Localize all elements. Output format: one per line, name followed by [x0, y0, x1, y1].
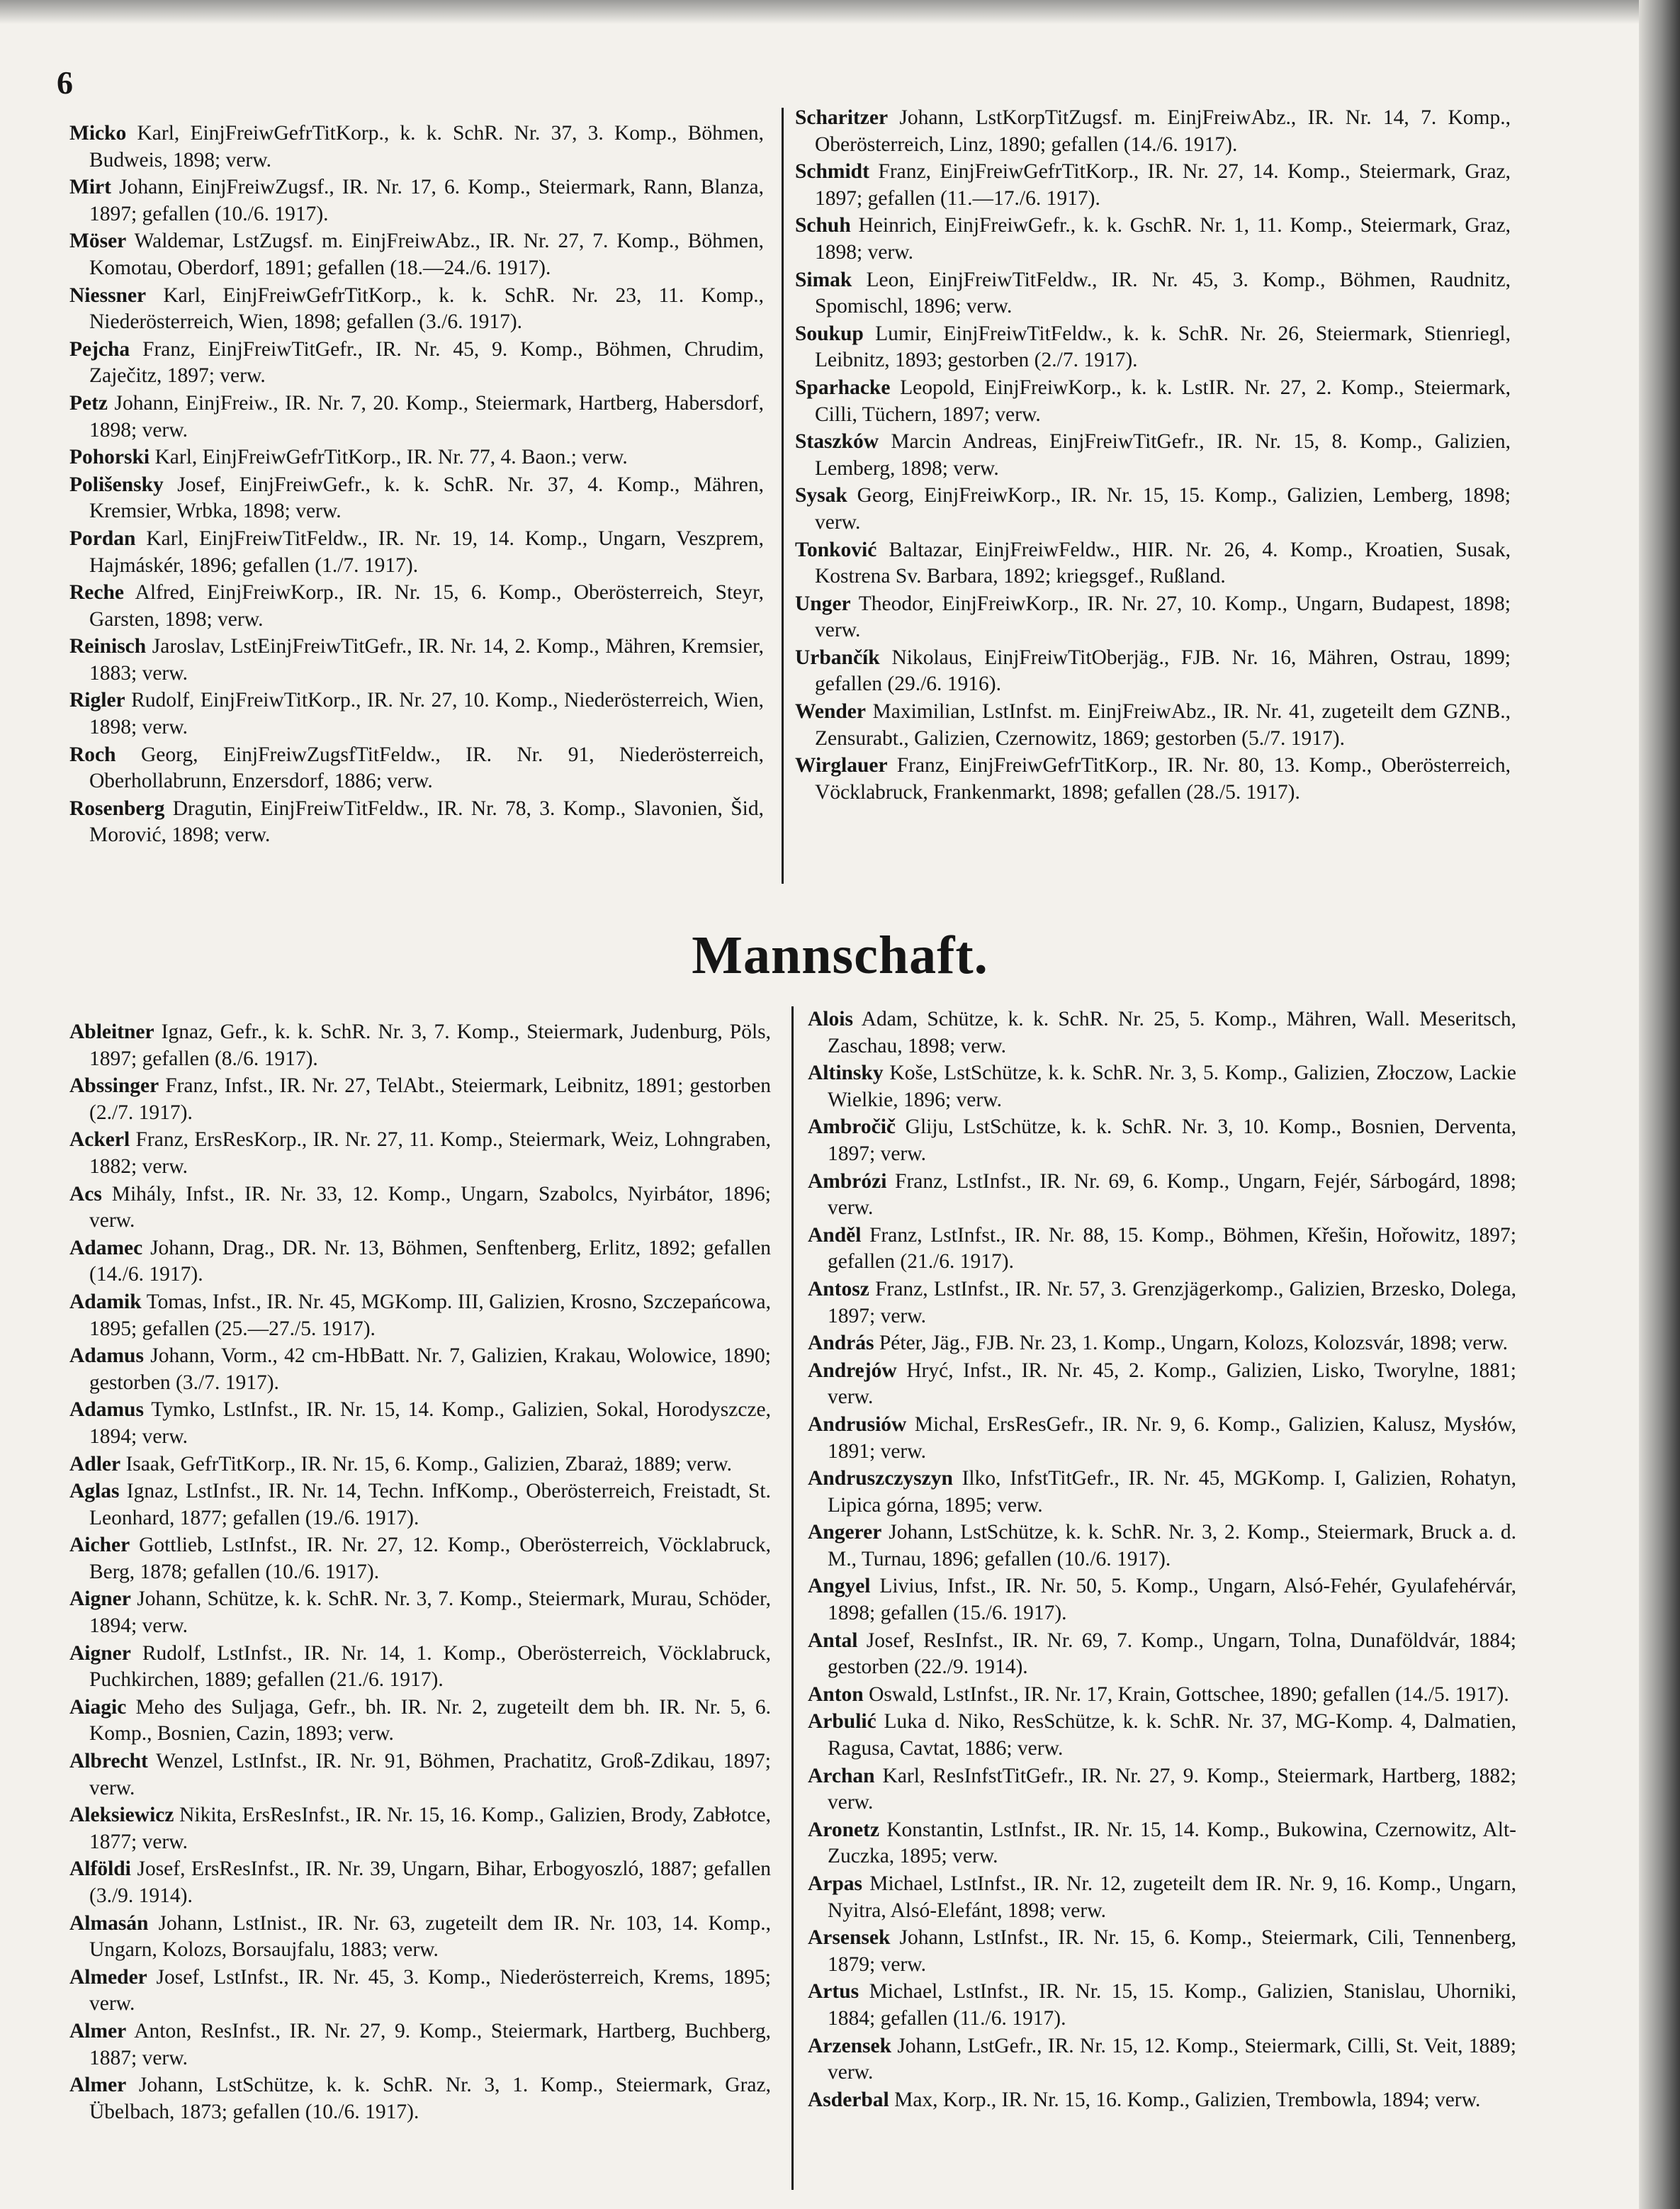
entry-surname: Pordan — [69, 527, 136, 550]
entry-details: Johann, LstInist., IR. Nr. 63, zugeteilt dem IR. Nr. 103, 14. Komp., Ungarn, Kolozs, Borsaujfalu, 1883; verw. — [89, 1911, 772, 1962]
entry-details: Johann, LstInfst., IR. Nr. 15, 6. Komp., Steiermark, Cili, Tennenberg, 1879; verw. — [828, 1926, 1517, 1976]
entry-surname: Adamik — [69, 1290, 142, 1313]
entry-details: Johann, LstSchütze, k. k. SchR. Nr. 3, 1. Komp., Steiermark, Graz, Übelbach, 1873; gefallen (10./6. 1917). — [89, 2074, 771, 2123]
entry-surname: Arsensek — [808, 1926, 891, 1950]
entry-details: Livius, Infst., IR. Nr. 50, 5. Komp., Ungarn, Alsó-Fehér, Gyulafehérvár, 1898; gefallen (15./6. 1917). — [828, 1575, 1517, 1625]
entry-surname: Almer — [69, 2074, 127, 2097]
entry-surname: Aglas — [69, 1480, 120, 1503]
entry-surname: Almeder — [69, 1965, 147, 1989]
entry-details: Franz, ErsResKorp., IR. Nr. 27, 11. Komp., Steiermark, Weiz, Lohngraben, 1882; verw. — [89, 1128, 772, 1178]
entry-details: Johann, EinjFreiw., IR. Nr. 7, 20. Komp., Steiermark, Hartberg, Habersdorf, 1898; verw. — [89, 391, 765, 442]
entry-surname: Polišensky — [69, 473, 164, 496]
entry-surname: András — [808, 1332, 874, 1355]
entry-details: Wenzel, LstInfst., IR. Nr. 91, Böhmen, Prachatitz, Groß-Zdikau, 1897; verw. — [89, 1750, 771, 1799]
entry-surname: Adler — [69, 1452, 121, 1476]
entry-details: Michael, LstInfst., IR. Nr. 12, zugeteilt dem IR. Nr. 9, 16. Komp., Ungarn, Nyitra, Alsó-Elefánt, 1898; verw. — [828, 1872, 1517, 1922]
entry-details: Karl, EinjFreiwGefrTitKorp., k. k. SchR. Nr. 37, 3. Komp., Böhmen, Budweis, 1898; verw. — [89, 122, 765, 172]
entry-surname: Andrusiów — [808, 1412, 907, 1436]
roster-entry — [795, 753, 1511, 806]
entry-surname: Aronetz — [808, 1818, 880, 1841]
roster-entry — [808, 1628, 1516, 1681]
entry-surname: Altinsky — [808, 1062, 884, 1085]
column-top-left — [69, 120, 764, 850]
entry-details: Michal, ErsResGefr., IR. Nr. 9, 6. Komp., Galizien, Kalusz, Mysłów, 1891; verw. — [828, 1412, 1517, 1463]
roster-entry — [808, 2033, 1516, 2086]
entry-surname: Ambrózi — [808, 1169, 887, 1193]
entry-surname: Almasán — [69, 1911, 149, 1935]
entry-surname: Anton — [808, 1682, 864, 1706]
entry-details: Mihály, Infst., IR. Nr. 33, 12. Komp., Ungarn, Szabolcs, Nyirbátor, 1896; verw. — [89, 1182, 771, 1232]
entry-details: Nikita, ErsResInfst., IR. Nr. 15, 16. Komp., Galizien, Brody, Zabłotce, 1877; verw. — [89, 1804, 771, 1853]
roster-entry — [69, 1235, 771, 1288]
roster-entry — [69, 1127, 771, 1180]
entry-details: Franz, LstInfst., IR. Nr. 69, 6. Komp., Ungarn, Fejér, Sárbogárd, 1898; verw. — [828, 1169, 1517, 1220]
roster-entry — [69, 1451, 771, 1478]
entry-surname: Artus — [808, 1980, 859, 2003]
entry-details: Ilko, InfstTitGefr., IR. Nr. 45, MGKomp. I, Galizien, Rohatyn, Lipica górna, 1895; verw. — [828, 1467, 1517, 1517]
entry-details: Karl, EinjFreiwGefrTitKorp., IR. Nr. 77, 4. Baon.; verw. — [154, 446, 628, 469]
entry-surname: Aleksiewicz — [69, 1804, 174, 1827]
roster-entry — [808, 1763, 1516, 1816]
roster-entry — [69, 796, 764, 849]
entry-surname: Andrejów — [808, 1359, 897, 1382]
entry-surname: Reche — [69, 581, 124, 605]
entry-surname: Ableitner — [69, 1021, 154, 1043]
roster-entry — [808, 1925, 1516, 1978]
entry-surname: Ambročič — [808, 1115, 896, 1139]
entry-surname: Aigner — [69, 1641, 131, 1665]
roster-entry — [808, 1979, 1516, 2032]
entry-details: Josef, LstInfst., IR. Nr. 45, 3. Komp., Niederösterreich, Krems, 1895; verw. — [89, 1965, 771, 2016]
entry-surname: Aigner — [69, 1587, 131, 1611]
column-top-right — [795, 105, 1511, 806]
entry-details: Péter, Jäg., FJB. Nr. 23, 1. Komp., Ungarn, Kolozs, Kolozsvár, 1898; verw. — [879, 1332, 1509, 1355]
roster-entry — [808, 1114, 1516, 1167]
entry-surname: Scharitzer — [795, 106, 889, 129]
entry-surname: Pohorski — [69, 446, 150, 469]
entry-details: Theodor, EinjFreiwKorp., IR. Nr. 27, 10. Komp., Ungarn, Budapest, 1898; verw. — [815, 592, 1511, 642]
entry-surname: Antosz — [808, 1277, 869, 1300]
column-divider-top — [782, 108, 784, 884]
roster-entry — [69, 283, 764, 336]
entry-surname: Adamus — [69, 1398, 144, 1422]
entry-surname: Aicher — [69, 1534, 130, 1557]
roster-entry — [795, 213, 1511, 266]
entry-details: Josef, ErsResInfst., IR. Nr. 39, Ungarn, Bihar, Erbogyoszló, 1887; gefallen (3./9. 1914). — [89, 1857, 771, 1907]
entry-details: Franz, EinjFreiwGefrTitKorp., IR. Nr. 27, 14. Komp., Steiermark, Graz, 1897; gefallen (11.—17./6. 1917). — [815, 160, 1511, 210]
roster-entry — [808, 1682, 1516, 1709]
page-shadow-right — [1639, 0, 1680, 2209]
entry-details: Rudolf, LstInfst., IR. Nr. 14, 1. Komp., Oberösterreich, Vöcklabruck, Puchkirchen, 1889; gefallen (21./6. 1917). — [89, 1641, 772, 1692]
entry-surname: Micko — [69, 122, 127, 145]
entry-details: Georg, EinjFreiwKorp., IR. Nr. 15, 15. Komp., Galizien, Lemberg, 1898; verw. — [815, 484, 1511, 534]
entry-details: Franz, LstInfst., IR. Nr. 57, 3. Grenzjägerkomp., Galizien, Brzesko, Dolega, 1897; verw. — [828, 1277, 1516, 1327]
roster-entry — [69, 1181, 771, 1235]
entry-details: Franz, EinjFreiwGefrTitKorp., IR. Nr. 80, 13. Komp., Oberösterreich, Vöcklabruck, Frankenmarkt, 1898; gefallen (28./5. 1917). — [815, 754, 1511, 804]
entry-details: Franz, LstInfst., IR. Nr. 88, 15. Komp., Böhmen, Křešin, Hořowitz, 1897; gefallen (21./6. 1917). — [828, 1223, 1516, 1274]
entry-surname: Arpas — [808, 1872, 863, 1895]
entry-details: Leon, EinjFreiwTitFeldw., IR. Nr. 45, 3. Komp., Böhmen, Raudnitz, Spomischl, 1896; verw. — [815, 268, 1511, 318]
entry-details: Luka d. Niko, ResSchütze, k. k. SchR. Nr. 37, MG-Komp. 4, Dalmatien, Ragusa, Cavtat, 1886; verw. — [828, 1710, 1517, 1760]
entry-surname: Asderbal — [808, 2088, 889, 2111]
column-bottom-left — [69, 1019, 771, 2126]
roster-entry — [808, 1466, 1516, 1519]
entry-details: Ignaz, LstInfst., IR. Nr. 14, Techn. InfKomp., Oberösterreich, Freistadt, St. Leonhard, 1877; gefallen (19./6. 1917). — [89, 1480, 772, 1529]
entry-details: Gliju, LstSchütze, k. k. SchR. Nr. 3, 10. Komp., Bosnien, Derventa, 1897; verw. — [828, 1115, 1517, 1165]
roster-entry — [69, 472, 764, 525]
entry-details: Dragutin, EinjFreiwTitFeldw., IR. Nr. 78, 3. Komp., Slavonien, Šid, Morović, 1898; verw. — [89, 797, 764, 847]
roster-entry — [795, 699, 1511, 752]
entry-surname: Sparhacke — [795, 376, 891, 399]
entry-surname: Soukup — [795, 322, 864, 345]
entry-surname: Adamec — [69, 1236, 143, 1259]
entry-surname: Andruszczyszyn — [808, 1467, 953, 1490]
entry-details: Tymko, LstInfst., IR. Nr. 15, 14. Komp., Galizien, Sokal, Horodyszcze, 1894; verw. — [89, 1398, 771, 1448]
roster-entry — [69, 634, 764, 687]
entry-surname: Angyel — [808, 1575, 871, 1598]
roster-entry — [808, 1573, 1516, 1626]
entry-details: Johann, Drag., DR. Nr. 13, Böhmen, Senftenberg, Erlitz, 1892; gefallen (14./6. 1917). — [89, 1236, 771, 1286]
entry-surname: Petz — [69, 391, 108, 415]
roster-entry — [808, 1519, 1516, 1573]
roster-entry — [795, 321, 1511, 374]
section-heading: Mannschaft. — [692, 926, 988, 985]
entry-details: Waldemar, LstZugsf. m. EinjFreiwAbz., IR. Nr. 27, 7. Komp., Böhmen, Komotau, Oberdorf, 1891; gefallen (18.—24./6. 1917). — [89, 230, 764, 279]
entry-surname: Abssinger — [69, 1074, 159, 1098]
entry-details: Johann, EinjFreiwZugsf., IR. Nr. 17, 6. Komp., Steiermark, Rann, Blanza, 1897; gefallen (10./6. 1917). — [89, 176, 764, 225]
entry-surname: Archan — [808, 1764, 875, 1787]
roster-entry — [808, 1169, 1516, 1222]
roster-entry — [795, 483, 1511, 536]
entry-details: Nikolaus, EinjFreiwTitOberjäg., FJB. Nr. 16, Mähren, Ostrau, 1899; gefallen (29./6. 1916). — [815, 646, 1511, 696]
roster-entry — [69, 1911, 771, 1964]
entry-details: Tomas, Infst., IR. Nr. 45, MGKomp. III, Galizien, Krosno, Szczepańcowa, 1895; gefallen (25.—27./5. 1917). — [89, 1290, 771, 1340]
entry-surname: Angerer — [808, 1521, 882, 1544]
entry-surname: Arzensek — [808, 2034, 891, 2057]
roster-entry — [808, 1412, 1516, 1465]
roster-entry — [808, 1222, 1516, 1276]
entry-surname: Tonković — [795, 538, 877, 561]
roster-entry — [69, 1641, 771, 1694]
entry-surname: Anděl — [808, 1223, 862, 1247]
entry-surname: Staszków — [795, 430, 879, 454]
entry-surname: Alois — [808, 1008, 853, 1030]
entry-surname: Reinisch — [69, 635, 147, 658]
roster-entry — [69, 580, 764, 633]
entry-details: Rudolf, EinjFreiwTitKorp., IR. Nr. 27, 10. Komp., Niederösterreich, Wien, 1898; verw. — [89, 689, 765, 739]
entry-surname: Ackerl — [69, 1128, 130, 1152]
roster-entry — [808, 2087, 1516, 2114]
entry-surname: Almer — [69, 2019, 127, 2042]
entry-details: Gottlieb, LstInfst., IR. Nr. 27, 12. Komp., Oberösterreich, Vöcklabruck, Berg, 1878; gefallen (10./6. 1917). — [89, 1534, 772, 1583]
entry-details: Konstantin, LstInfst., IR. Nr. 15, 14. Komp., Bukowina, Czernowitz, Alt-Zuczka, 1895; verw. — [828, 1818, 1517, 1868]
entry-details: Karl, EinjFreiwTitFeldw., IR. Nr. 19, 14. Komp., Ungarn, Veszprem, Hajmáskér, 1896; gefallen (1./7. 1917). — [89, 527, 764, 577]
roster-entry — [69, 2072, 771, 2125]
entry-details: Baltazar, EinjFreiwFeldw., HIR. Nr. 26, 4. Komp., Kroatien, Susak, Kostrena Sv. Barbara, 1892; kriegsgef., Rußland. — [815, 538, 1511, 588]
entry-details: Hryć, Infst., IR. Nr. 45, 2. Komp., Galizien, Lisko, Tworylne, 1881; verw. — [828, 1359, 1516, 1409]
roster-entry — [69, 2018, 771, 2072]
roster-entry — [69, 1019, 771, 1072]
roster-entry — [69, 1694, 771, 1748]
entry-surname: Adamus — [69, 1344, 144, 1368]
entry-surname: Niessner — [69, 283, 147, 307]
entry-surname: Arbulić — [808, 1710, 876, 1733]
roster-entry — [795, 267, 1511, 320]
entry-surname: Antal — [808, 1629, 858, 1652]
column-bottom-right — [808, 1006, 1516, 2114]
roster-entry — [69, 444, 764, 471]
entry-details: Johann, LstKorpTitZugsf. m. EinjFreiwAbz., IR. Nr. 14, 7. Komp., Oberösterreich, Linz, 1890; gefallen (14./6. 1917). — [815, 106, 1511, 156]
entry-surname: Acs — [69, 1182, 102, 1205]
roster-entry — [69, 1586, 771, 1639]
entry-details: Maximilian, LstInfst. m. EinjFreiwAbz., IR. Nr. 41, zugeteilt dem GZNB., Zensurabt., Galizien, Czernowitz, 1869; gestorben (5./7. 1917). — [815, 700, 1511, 750]
roster-entry — [795, 375, 1511, 428]
roster-entry — [808, 1709, 1516, 1762]
page-shadow-top — [0, 0, 1680, 24]
roster-entry — [795, 537, 1511, 590]
roster-entry — [808, 1871, 1516, 1924]
entry-details: Adam, Schütze, k. k. SchR. Nr. 25, 5. Komp., Mähren, Wall. Meseritsch, Zaschau, 1898; verw. — [828, 1008, 1517, 1057]
entry-details: Karl, ResInfstTitGefr., IR. Nr. 27, 9. Komp., Steiermark, Hartberg, 1882; verw. — [828, 1764, 1517, 1814]
roster-entry — [69, 390, 764, 444]
entry-details: Meho des Suljaga, Gefr., bh. IR. Nr. 2, zugeteilt dem bh. IR. Nr. 5, 6. Komp., Bosnien, Cazin, 1893; verw. — [89, 1695, 772, 1746]
entry-details: Jaroslav, LstEinjFreiwTitGefr., IR. Nr. 14, 2. Komp., Mähren, Kremsier, 1883; verw. — [89, 635, 765, 685]
roster-entry — [808, 1006, 1516, 1059]
roster-entry — [69, 1397, 771, 1450]
entry-surname: Aiagic — [69, 1695, 127, 1719]
roster-entry — [808, 1817, 1516, 1870]
entry-surname: Roch — [69, 743, 116, 766]
roster-entry — [69, 337, 764, 390]
roster-entry — [69, 1802, 771, 1855]
entry-details: Leopold, EinjFreiwKorp., k. k. LstIR. Nr. 27, 2. Komp., Steiermark, Cilli, Tüchern, 1897; verw. — [815, 376, 1511, 426]
roster-entry — [795, 105, 1511, 158]
roster-entry — [69, 1478, 771, 1531]
roster-entry — [69, 228, 764, 281]
entry-surname: Schuh — [795, 214, 851, 237]
roster-entry — [808, 1276, 1516, 1330]
column-divider-bottom — [791, 1006, 794, 2190]
entry-surname: Schmidt — [795, 160, 869, 184]
roster-entry — [69, 174, 764, 227]
roster-entry — [808, 1060, 1516, 1113]
roster-entry — [69, 742, 764, 795]
entry-details: Heinrich, EinjFreiwGefr., k. k. GschR. Nr. 1, 11. Komp., Steiermark, Graz, 1898; verw. — [815, 214, 1511, 264]
entry-surname: Simak — [795, 268, 852, 291]
roster-entry — [808, 1330, 1516, 1357]
entry-details: Josef, EinjFreiwGefr., k. k. SchR. Nr. 37, 4. Komp., Mähren, Kremsier, Wrbka, 1898; verw. — [89, 473, 765, 523]
entry-details: Johann, LstSchütze, k. k. SchR. Nr. 3, 2. Komp., Steiermark, Bruck a. d. M., Turnau, 1896; gefallen (10./6. 1917). — [828, 1521, 1516, 1570]
entry-details: Marcin Andreas, EinjFreiwTitGefr., IR. Nr. 15, 8. Komp., Galizien, Lemberg, 1898; verw. — [815, 430, 1511, 480]
roster-entry — [69, 1532, 771, 1585]
entry-details: Johann, Schütze, k. k. SchR. Nr. 3, 7. Komp., Steiermark, Murau, Schöder, 1894; verw. — [89, 1587, 771, 1638]
entry-surname: Wender — [795, 700, 866, 724]
entry-details: Alfred, EinjFreiwKorp., IR. Nr. 15, 6. Komp., Oberösterreich, Steyr, Garsten, 1898; verw. — [89, 581, 764, 631]
roster-entry — [795, 429, 1511, 482]
entry-details: Lumir, EinjFreiwTitFeldw., k. k. SchR. Nr. 26, Steiermark, Stienriegl, Leibnitz, 1893; gestorben (2./7. 1917). — [815, 322, 1511, 372]
entry-surname: Rigler — [69, 689, 125, 712]
entry-surname: Unger — [795, 592, 851, 615]
entry-surname: Pejcha — [69, 337, 130, 361]
entry-surname: Sysak — [795, 484, 847, 507]
roster-entry — [69, 1073, 771, 1126]
entry-surname: Mirt — [69, 176, 111, 199]
roster-entry — [795, 645, 1511, 698]
entry-details: Michael, LstInfst., IR. Nr. 15, 15. Komp., Galizien, Stanislau, Uhorniki, 1884; gefallen (11./6. 1917). — [828, 1980, 1517, 2030]
entry-details: Johann, Vorm., 42 cm-HbBatt. Nr. 7, Galizien, Krakau, Wolowice, 1890; gestorben (3./7. 1917). — [89, 1344, 772, 1394]
roster-entry — [69, 1343, 771, 1396]
entry-details: Koše, LstSchütze, k. k. SchR. Nr. 3, 5. Komp., Galizien, Złoczow, Lackie Wielkie, 1896; verw. — [828, 1062, 1517, 1111]
entry-details: Franz, Infst., IR. Nr. 27, TelAbt., Steiermark, Leibnitz, 1891; gestorben (2./7. 1917). — [89, 1074, 772, 1124]
roster-entry — [808, 1358, 1516, 1411]
roster-entry — [795, 591, 1511, 644]
entry-surname: Urbančík — [795, 646, 880, 669]
entry-details: Ignaz, Gefr., k. k. SchR. Nr. 3, 7. Komp., Steiermark, Judenburg, Pöls, 1897; gefallen (8./6. 1917). — [89, 1021, 772, 1070]
entry-surname: Rosenberg — [69, 797, 165, 820]
roster-entry — [69, 687, 764, 741]
entry-surname: Wirglauer — [795, 754, 888, 777]
entry-details: Karl, EinjFreiwGefrTitKorp., k. k. SchR. Nr. 23, 11. Komp., Niederösterreich, Wien, 1898; gefallen (3./6. 1917). — [89, 283, 764, 334]
entry-details: Oswald, LstInfst., IR. Nr. 17, Krain, Gottschee, 1890; gefallen (14./5. 1917). — [869, 1682, 1509, 1706]
roster-entry — [69, 120, 764, 174]
roster-entry — [795, 159, 1511, 212]
entry-details: Josef, ResInfst., IR. Nr. 69, 7. Komp., Ungarn, Tolna, Dunaföldvár, 1884; gestorben (22./9. 1914). — [828, 1629, 1516, 1679]
roster-entry — [69, 1856, 771, 1909]
entry-details: Max, Korp., IR. Nr. 15, 16. Komp., Galizien, Trembowla, 1894; verw. — [894, 2088, 1481, 2111]
roster-entry — [69, 526, 764, 579]
page-number: 6 — [57, 64, 73, 101]
entry-surname: Alföldi — [69, 1857, 131, 1881]
entry-details: Johann, LstGefr., IR. Nr. 15, 12. Komp., Steiermark, Cilli, St. Veit, 1889; verw. — [828, 2034, 1517, 2084]
entry-surname: Möser — [69, 230, 127, 253]
roster-entry — [69, 1965, 771, 2018]
roster-entry — [69, 1748, 771, 1802]
entry-details: Isaak, GefrTitKorp., IR. Nr. 15, 6. Komp., Galizien, Zbaraż, 1889; verw. — [125, 1452, 733, 1476]
entry-details: Anton, ResInfst., IR. Nr. 27, 9. Komp., Steiermark, Hartberg, Buchberg, 1887; verw. — [89, 2019, 772, 2069]
entry-details: Franz, EinjFreiwTitGefr., IR. Nr. 45, 9. Komp., Böhmen, Chrudim, Zaječitz, 1897; verw. — [89, 337, 764, 388]
roster-entry — [69, 1289, 771, 1342]
entry-details: Georg, EinjFreiwZugsfTitFeldw., IR. Nr. 91, Niederösterreich, Oberhollabrunn, Enzersdorf, 1886; verw. — [89, 743, 764, 793]
entry-surname: Albrecht — [69, 1750, 148, 1773]
